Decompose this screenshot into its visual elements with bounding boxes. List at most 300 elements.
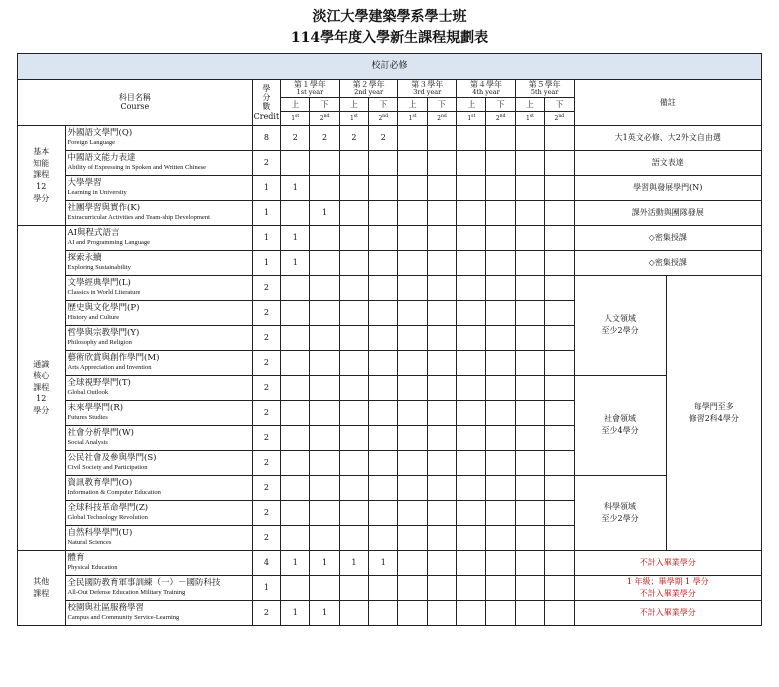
semester-credit — [281, 300, 310, 325]
category-line: 核心 — [33, 371, 50, 381]
semester-credit — [515, 150, 544, 175]
semester-credit — [339, 475, 368, 500]
year-1-en: 1st year — [296, 88, 324, 97]
semester-credit — [281, 200, 310, 225]
semester-credit — [545, 600, 574, 625]
semester-credit — [398, 175, 427, 200]
semester-number — [457, 111, 486, 125]
per-category-limit-line-2: 修習2科4學分 — [688, 413, 739, 423]
category-line: 課程 — [33, 170, 50, 180]
semester-credit — [398, 475, 427, 500]
semester-credit — [310, 250, 339, 275]
table-row — [18, 550, 762, 575]
domain-social-line-1: 社會領域 — [604, 414, 637, 424]
year-5-en: 5th year — [530, 88, 559, 97]
semester-credit — [515, 450, 544, 475]
semester-number-digit: 1 — [467, 114, 472, 122]
course-name-en: Social Analysis — [67, 438, 108, 446]
section-header: 校訂必修 — [18, 54, 762, 80]
semester-credit — [427, 125, 456, 150]
semester-credit — [369, 450, 398, 475]
semester-credit — [427, 600, 456, 625]
table-row — [18, 250, 762, 275]
course-name — [65, 200, 252, 225]
semester-credit — [427, 150, 456, 175]
semester-number-suffix: nd — [440, 113, 447, 119]
semester-credit — [486, 200, 515, 225]
semester-credit — [457, 375, 486, 400]
semester-label: 上 — [281, 97, 310, 111]
course-name — [65, 375, 252, 400]
credit-value: 2 — [252, 500, 280, 525]
semester-credit — [427, 425, 456, 450]
semester-credit: 1 — [281, 225, 310, 250]
domain-science — [574, 475, 666, 550]
semester-credit — [515, 600, 544, 625]
semester-credit — [457, 250, 486, 275]
semester-credit — [545, 275, 574, 300]
semester-credit — [339, 225, 368, 250]
semester-credit — [457, 225, 486, 250]
year-4-en: 4th year — [472, 88, 500, 97]
semester-credit — [310, 525, 339, 550]
semester-credit — [545, 175, 574, 200]
remark: ◇密集授課 — [574, 225, 761, 250]
course-name — [65, 550, 252, 575]
course-name-header — [18, 80, 253, 126]
year-5-name: 第５學年 — [528, 80, 561, 89]
category-line: 基本 — [33, 147, 50, 157]
semester-credit — [545, 125, 574, 150]
semester-credit — [515, 125, 544, 150]
semester-credit — [339, 500, 368, 525]
semester-credit — [515, 250, 544, 275]
semester-number-suffix: st — [295, 113, 300, 119]
semester-credit — [515, 525, 544, 550]
course-name-en: Extracurricular Activities and Team-ship Development — [67, 213, 210, 221]
semester-credit — [398, 575, 427, 600]
semester-credit — [281, 375, 310, 400]
semester-credit — [339, 300, 368, 325]
credit-value: 8 — [252, 125, 280, 150]
semester-credit — [310, 400, 339, 425]
course-name — [65, 500, 252, 525]
semester-credit — [486, 525, 515, 550]
semester-credit — [427, 200, 456, 225]
course-name-en: All-Out Defense Education Military Training — [67, 588, 186, 596]
semester-credit — [281, 475, 310, 500]
course-name-zh: 社會分析學門(W) — [67, 428, 134, 439]
course-name-zh: 社團學習與實作(K) — [67, 203, 141, 214]
semester-number — [486, 111, 515, 125]
year-3-en: 3rd year — [413, 88, 442, 97]
semester-number — [545, 111, 574, 125]
semester-credit — [369, 175, 398, 200]
course-name-zh: 歷史與文化學門(P) — [67, 303, 140, 314]
semester-credit — [457, 200, 486, 225]
semester-credit — [515, 350, 544, 375]
semester-credit — [369, 475, 398, 500]
semester-number — [427, 111, 456, 125]
course-name — [65, 525, 252, 550]
course-name-zh: 資訊教育學門(O) — [67, 478, 133, 489]
semester-credit — [310, 425, 339, 450]
semester-credit — [369, 575, 398, 600]
semester-credit — [457, 150, 486, 175]
semester-credit — [398, 600, 427, 625]
domain-humanities-line-2: 至少2學分 — [601, 326, 639, 336]
semester-credit — [369, 350, 398, 375]
year-2-en: 2nd year — [354, 88, 384, 97]
course-name-zh: 校園與社區服務學習 — [67, 603, 145, 614]
semester-credit — [486, 500, 515, 525]
semester-credit — [398, 325, 427, 350]
year-4-header — [457, 80, 516, 98]
semester-credit — [486, 175, 515, 200]
category-line: 學分 — [33, 406, 50, 416]
semester-credit — [515, 550, 544, 575]
semester-number-digit: 2 — [378, 114, 383, 122]
domain-social-line-2: 至少4學分 — [601, 426, 639, 436]
course-name-en: Exploring Sustainability — [67, 263, 131, 271]
semester-credit — [339, 275, 368, 300]
semester-credit — [369, 275, 398, 300]
course-name-zh: 全球視野學門(T) — [67, 378, 131, 389]
credit-header — [252, 80, 280, 126]
semester-credit — [310, 450, 339, 475]
semester-credit — [281, 425, 310, 450]
semester-credit — [515, 300, 544, 325]
semester-credit — [486, 275, 515, 300]
semester-credit — [369, 225, 398, 250]
semester-number-suffix: st — [529, 113, 534, 119]
table-row — [18, 125, 762, 150]
course-name — [65, 175, 252, 200]
semester-credit — [369, 600, 398, 625]
semester-credit — [545, 475, 574, 500]
year-2-name: 第２學年 — [352, 80, 385, 89]
credit-value: 1 — [252, 575, 280, 600]
semester-number-suffix: st — [412, 113, 417, 119]
year-5-header — [515, 80, 574, 98]
course-name-zh: 外國語文學門(Q) — [67, 128, 133, 139]
semester-credit — [545, 425, 574, 450]
semester-credit — [339, 325, 368, 350]
semester-credit — [339, 600, 368, 625]
table-row — [18, 575, 762, 600]
semester-credit — [457, 575, 486, 600]
table-row — [18, 175, 762, 200]
semester-credit — [457, 325, 486, 350]
semester-credit — [457, 475, 486, 500]
semester-credit — [486, 425, 515, 450]
semester-credit — [427, 575, 456, 600]
per-category-limit-line-1: 每學門至多 — [693, 401, 734, 411]
semester-number — [339, 111, 368, 125]
category-line: 課程 — [33, 588, 50, 598]
semester-credit — [398, 125, 427, 150]
semester-credit — [281, 150, 310, 175]
semester-label: 下 — [427, 97, 456, 111]
semester-credit — [398, 400, 427, 425]
semester-credit — [457, 600, 486, 625]
semester-credit — [486, 125, 515, 150]
course-name-en: Global Outlook — [67, 388, 109, 396]
year-2-header — [339, 80, 398, 98]
credit-value: 1 — [252, 225, 280, 250]
credit-value: 2 — [252, 400, 280, 425]
semester-credit — [545, 325, 574, 350]
course-name-en: Natural Sciences — [67, 538, 112, 546]
semester-credit — [427, 250, 456, 275]
course-name-zh: 體育 — [67, 553, 85, 564]
semester-credit: 1 — [310, 550, 339, 575]
semester-credit — [398, 200, 427, 225]
course-name-zh: 藝術欣賞與創作學門(M) — [67, 353, 160, 364]
semester-credit — [545, 500, 574, 525]
semester-credit: 1 — [310, 600, 339, 625]
semester-credit — [398, 500, 427, 525]
semester-credit — [310, 300, 339, 325]
semester-credit — [427, 450, 456, 475]
semester-credit — [515, 200, 544, 225]
semester-credit — [545, 525, 574, 550]
semester-credit — [486, 225, 515, 250]
course-name-zh: 中國語文能力表達 — [67, 153, 136, 164]
course-name-zh: 公民社會及參與學門(S) — [67, 453, 157, 464]
category-line: 其他 — [33, 577, 50, 587]
credit-value: 2 — [252, 350, 280, 375]
course-name — [65, 300, 252, 325]
semester-credit — [339, 175, 368, 200]
semester-credit — [457, 450, 486, 475]
semester-credit — [310, 175, 339, 200]
semester-number-suffix: nd — [499, 113, 506, 119]
remark-line-1: 1 年級；畢學期 1 學分 — [626, 576, 709, 586]
category-line: 通識 — [33, 359, 50, 369]
semester-credit — [545, 375, 574, 400]
semester-credit — [339, 400, 368, 425]
year-3-header — [398, 80, 457, 98]
category-general — [18, 225, 66, 550]
semester-credit — [398, 250, 427, 275]
course-name-zh: 全球科技革命學門(Z) — [67, 503, 149, 514]
course-name-en: Campus and Community Service-Learning — [67, 613, 180, 621]
remark: ◇密集授課 — [574, 250, 761, 275]
semester-credit — [457, 500, 486, 525]
semester-label: 下 — [310, 97, 339, 111]
semester-credit — [369, 525, 398, 550]
semester-number-suffix: nd — [558, 113, 565, 119]
credit-value: 1 — [252, 200, 280, 225]
course-name — [65, 450, 252, 475]
year-4-name: 第４學年 — [469, 80, 502, 89]
curriculum-table — [17, 53, 762, 626]
year-1-name: 第１學年 — [293, 80, 326, 89]
course-name-zh: 文學經典學門(L) — [67, 278, 131, 289]
semester-credit — [545, 200, 574, 225]
semester-credit: 1 — [281, 250, 310, 275]
semester-number-suffix: st — [353, 113, 358, 119]
semester-credit — [339, 525, 368, 550]
credit-header-zh-3: 數 — [262, 102, 271, 112]
semester-credit — [398, 225, 427, 250]
course-name-en: Arts Appreciation and Invention — [67, 363, 152, 371]
semester-credit — [369, 325, 398, 350]
semester-credit — [486, 300, 515, 325]
semester-number — [515, 111, 544, 125]
course-name-zh: 全民國防教育軍事訓練（一）－國防科技 — [67, 578, 221, 589]
semester-credit — [339, 350, 368, 375]
credit-value: 2 — [252, 325, 280, 350]
semester-credit — [486, 150, 515, 175]
semester-credit — [281, 575, 310, 600]
credit-header-en: Credit — [253, 111, 280, 121]
semester-credit — [398, 150, 427, 175]
credit-header-zh-2: 分 — [262, 93, 271, 103]
semester-credit: 1 — [339, 550, 368, 575]
semester-credit — [310, 275, 339, 300]
semester-credit — [515, 325, 544, 350]
domain-humanities — [574, 275, 666, 375]
course-name-zh: 未來學學門(R) — [67, 403, 124, 414]
semester-number-digit: 1 — [526, 114, 530, 122]
semester-credit — [427, 500, 456, 525]
semester-credit — [310, 375, 339, 400]
course-name — [65, 125, 252, 150]
credit-value: 2 — [252, 150, 280, 175]
credit-value: 1 — [252, 250, 280, 275]
category-line: 12 — [36, 394, 47, 404]
semester-label: 下 — [486, 97, 515, 111]
course-header-zh: 科目名稱 — [118, 93, 151, 103]
semester-credit — [369, 375, 398, 400]
category-line: 知能 — [33, 158, 50, 168]
domain-science-line-2: 至少2學分 — [601, 513, 639, 523]
semester-credit — [398, 525, 427, 550]
course-name-en: Futures Studies — [67, 413, 108, 421]
course-name-en: Learning in University — [67, 188, 127, 196]
semester-credit — [369, 150, 398, 175]
course-name — [65, 475, 252, 500]
semester-credit — [515, 375, 544, 400]
semester-credit — [427, 375, 456, 400]
course-name-zh: 哲學與宗教學門(Y) — [67, 328, 140, 339]
semester-credit — [515, 175, 544, 200]
semester-credit — [545, 225, 574, 250]
semester-credit — [339, 425, 368, 450]
semester-credit — [398, 275, 427, 300]
semester-label: 上 — [339, 97, 368, 111]
semester-credit — [398, 425, 427, 450]
semester-credit — [339, 450, 368, 475]
course-name — [65, 225, 252, 250]
semester-credit: 1 — [281, 175, 310, 200]
semester-credit — [398, 300, 427, 325]
category-basic — [18, 125, 66, 225]
semester-label: 下 — [545, 97, 574, 111]
domain-science-line-1: 科學領域 — [604, 501, 637, 511]
credit-value: 2 — [252, 425, 280, 450]
semester-credit — [486, 250, 515, 275]
semester-number — [369, 111, 398, 125]
table-row — [18, 600, 762, 625]
course-name-en: Classics in World Literature — [67, 288, 141, 296]
category-other — [18, 550, 66, 625]
semester-credit — [545, 350, 574, 375]
semester-credit — [281, 275, 310, 300]
semester-credit — [398, 450, 427, 475]
remark: 學習與發展學門(N) — [574, 175, 761, 200]
semester-credit — [398, 350, 427, 375]
semester-credit — [486, 400, 515, 425]
semester-credit — [486, 325, 515, 350]
semester-credit — [398, 550, 427, 575]
course-name-en: History and Culture — [67, 313, 120, 321]
semester-credit — [339, 200, 368, 225]
table-row — [18, 225, 762, 250]
semester-credit — [457, 175, 486, 200]
remark: 課外活動與團隊發展 — [574, 200, 761, 225]
course-name-en: Foreign Language — [67, 138, 116, 146]
course-name-zh: 探索永續 — [67, 253, 102, 264]
credit-value: 2 — [252, 600, 280, 625]
semester-credit — [457, 350, 486, 375]
semester-credit — [427, 325, 456, 350]
year-1-header — [281, 80, 340, 98]
course-name-en: Civil Society and Participation — [67, 463, 148, 471]
semester-credit — [427, 525, 456, 550]
semester-credit — [281, 400, 310, 425]
semester-credit — [457, 275, 486, 300]
semester-credit — [515, 575, 544, 600]
remarks-header: 備註 — [574, 80, 761, 126]
semester-credit: 1 — [310, 200, 339, 225]
semester-credit — [457, 125, 486, 150]
course-name-zh: AI與程式語言 — [67, 228, 120, 239]
semester-credit — [427, 300, 456, 325]
semester-credit — [486, 550, 515, 575]
semester-number — [398, 111, 427, 125]
semester-credit — [515, 225, 544, 250]
semester-credit — [310, 350, 339, 375]
semester-credit — [369, 200, 398, 225]
semester-credit — [515, 500, 544, 525]
semester-credit — [281, 450, 310, 475]
course-name-zh: 大學學習 — [67, 178, 102, 189]
course-name — [65, 425, 252, 450]
remark-line-2: 不計入畢業學分 — [639, 588, 696, 598]
semester-credit — [369, 425, 398, 450]
semester-credit — [545, 150, 574, 175]
semester-credit — [457, 425, 486, 450]
table-row — [18, 475, 762, 500]
semester-credit — [427, 475, 456, 500]
table-row — [18, 375, 762, 400]
semester-credit — [545, 250, 574, 275]
semester-credit — [427, 275, 456, 300]
semester-credit — [339, 375, 368, 400]
category-line: 學分 — [33, 193, 50, 203]
course-name — [65, 275, 252, 300]
semester-label: 上 — [515, 97, 544, 111]
page-title: 淡江大學建築學系學士班 — [312, 9, 467, 25]
course-name — [65, 400, 252, 425]
semester-number-digit: 2 — [554, 114, 559, 122]
semester-credit — [515, 275, 544, 300]
semester-label: 上 — [457, 97, 486, 111]
table-row — [18, 200, 762, 225]
